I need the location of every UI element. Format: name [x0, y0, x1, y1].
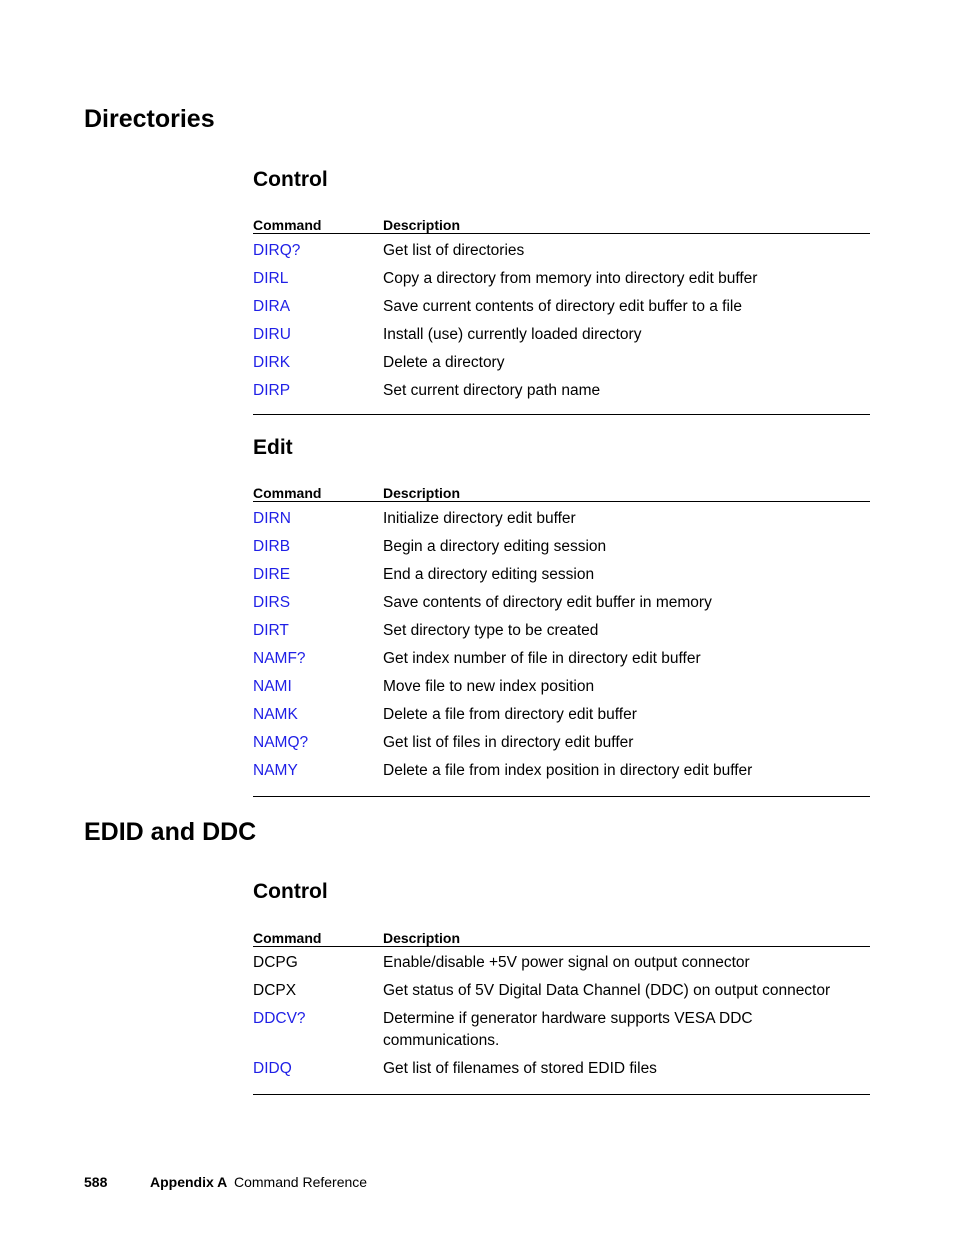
command-description: Enable/disable +5V power signal on output connector [383, 954, 750, 971]
subsection-title-edid-control: Control [253, 880, 328, 903]
table-row [253, 1008, 870, 1058]
column-header-command: Command [253, 930, 322, 946]
command-link[interactable]: NAMI [253, 678, 292, 695]
command-link[interactable]: DIDQ [253, 1060, 292, 1077]
column-header-description: Description [383, 217, 461, 233]
column-header-command: Command [253, 485, 322, 501]
table-row [253, 952, 870, 980]
command-description: Get index number of file in directory edit buffer [383, 650, 701, 667]
subsection-title-directories-edit: Edit [253, 436, 293, 459]
table-directories-control [253, 217, 870, 415]
command-link[interactable]: DIRU [253, 326, 291, 343]
command-description: Save current contents of directory edit buffer to a file [383, 298, 742, 315]
table-header [253, 485, 870, 502]
command-description: Copy a directory from memory into directory edit buffer [383, 270, 758, 287]
command-link[interactable]: NAMF? [253, 650, 306, 667]
command-description: Move file to new index position [383, 678, 595, 695]
command-link[interactable]: DIRT [253, 622, 289, 639]
footer-title: Command Reference [234, 1174, 368, 1190]
command-link[interactable]: NAMK [253, 706, 298, 723]
table-bottom-rule [253, 1094, 870, 1095]
command-description: Install (use) currently loaded directory [383, 326, 642, 343]
table-row [253, 648, 870, 676]
command-link[interactable]: DIRB [253, 538, 291, 555]
command-link[interactable]: DIRQ? [253, 242, 301, 259]
command-description: Begin a directory editing session [383, 538, 607, 555]
table-header [253, 930, 870, 947]
command-name: DCPX [253, 982, 297, 999]
table-row [253, 676, 870, 704]
command-link[interactable]: NAMQ? [253, 734, 309, 751]
column-header-command: Command [253, 217, 322, 233]
table-header [253, 217, 870, 234]
command-description: Get status of 5V Digital Data Channel (DDC) on output connector [383, 982, 831, 999]
command-link[interactable]: DIRE [253, 566, 291, 583]
table-row [253, 760, 870, 788]
table-row [253, 564, 870, 592]
table-row [253, 268, 870, 296]
command-name: DCPG [253, 954, 298, 971]
command-description: Initialize directory edit buffer [383, 510, 576, 527]
command-link[interactable]: DIRK [253, 354, 291, 371]
table-row [253, 1058, 870, 1086]
table-edid-control [253, 930, 870, 1095]
column-header-description: Description [383, 485, 461, 501]
command-link[interactable]: DIRA [253, 298, 291, 315]
command-description: Get list of files in directory edit buffer [383, 734, 634, 751]
table-row [253, 980, 870, 1008]
command-link[interactable]: DIRN [253, 510, 291, 527]
command-description: Delete a file from index position in directory edit buffer [383, 762, 753, 779]
command-link[interactable]: NAMY [253, 762, 298, 779]
section-title-edid-and-ddc: EDID and DDC [84, 818, 257, 846]
table-row [253, 352, 870, 380]
command-description: Get list of directories [383, 242, 525, 259]
subsection-title-directories-control: Control [253, 168, 328, 191]
command-description: End a directory editing session [383, 566, 595, 583]
command-description: Delete a file from directory edit buffer [383, 706, 637, 723]
column-header-description: Description [383, 930, 461, 946]
table-bottom-rule [253, 796, 870, 797]
command-link[interactable]: DIRL [253, 270, 289, 287]
command-link[interactable]: DIRS [253, 594, 291, 611]
table-row [253, 620, 870, 648]
table-row [253, 296, 870, 324]
command-description: Set directory type to be created [383, 622, 599, 639]
section-title-directories: Directories [84, 105, 215, 133]
command-link[interactable]: DIRP [253, 382, 291, 399]
command-description: Delete a directory [383, 354, 505, 371]
table-row [253, 508, 870, 536]
command-description: Get list of filenames of stored EDID files [383, 1060, 657, 1077]
table-row [253, 592, 870, 620]
table-row [253, 732, 870, 760]
table-directories-edit [253, 485, 870, 797]
command-description: Determine if generator hardware supports VESA DDC communications. [383, 1010, 753, 1049]
page-number: 588 [84, 1174, 108, 1190]
table-row [253, 240, 870, 268]
command-link[interactable]: DDCV? [253, 1010, 306, 1027]
table-row [253, 380, 870, 408]
table-row [253, 536, 870, 564]
table-row [253, 704, 870, 732]
footer-appendix: Appendix A [150, 1174, 228, 1190]
table-bottom-rule [253, 414, 870, 415]
command-description: Save contents of directory edit buffer in memory [383, 594, 712, 611]
command-description: Set current directory path name [383, 382, 601, 399]
table-row [253, 324, 870, 352]
